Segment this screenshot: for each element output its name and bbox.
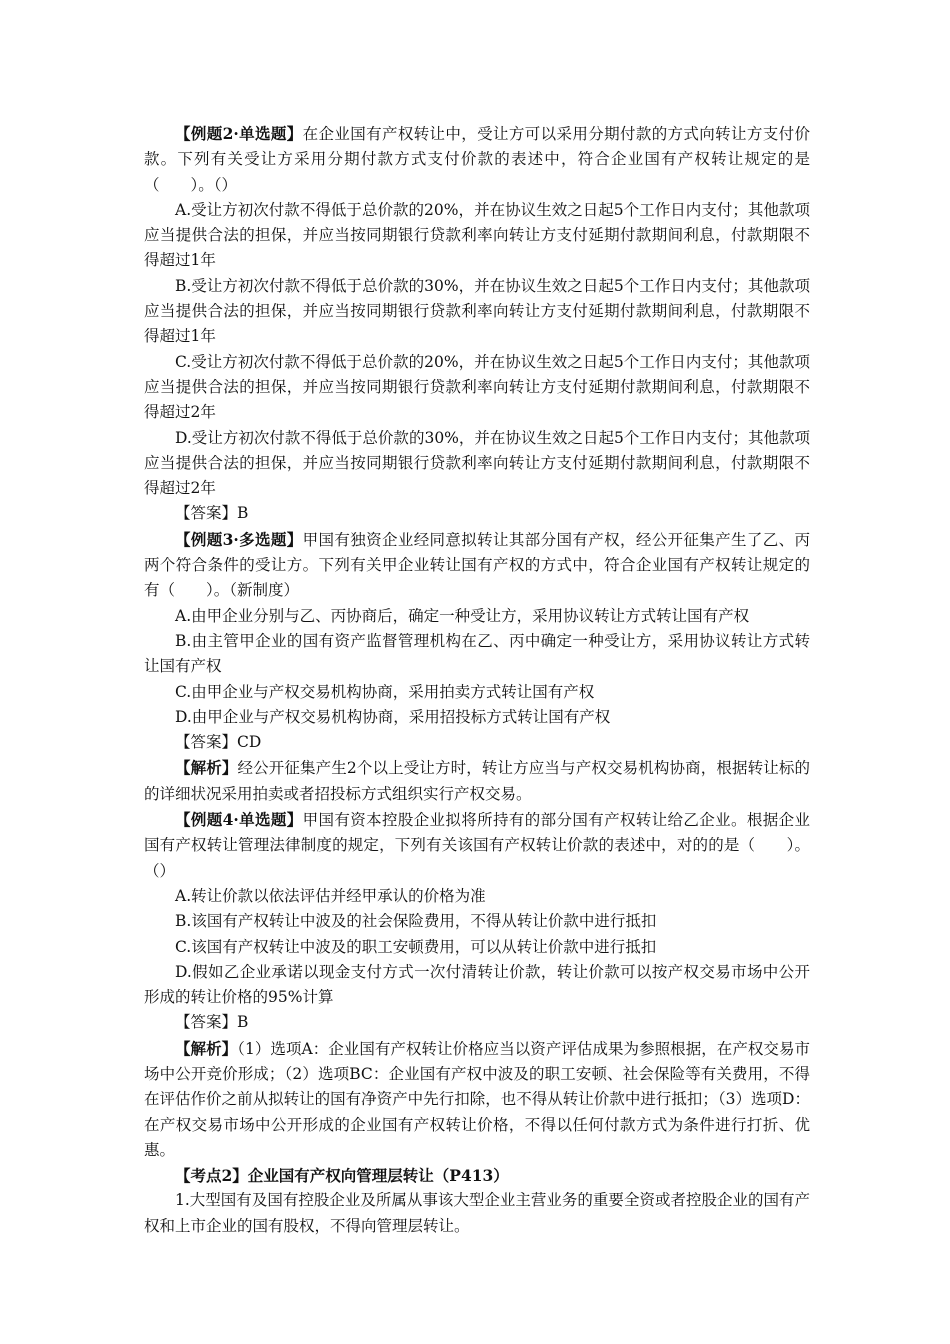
knowledge-point-2-heading: 【考点2】企业国有产权向管理层转让（P413）: [175, 1166, 509, 1186]
question-3-analysis-text: 经公开征集产生2个以上受让方时，转让方应当与产权交易机构协商，根据转让标的的详细状况采用拍卖或者招投标方式组织实行产权交易。: [144, 759, 810, 803]
document-page: [144, 121, 810, 1239]
question-3-text: 甲国有独资企业经同意拟转让其部分国有产权，经公开征集产生了乙、丙两个符合条件的受让方。下列有关甲企业转让国有产权的方式中，符合企业国有产权转让规定的有（ ）。（新制度）: [144, 530, 810, 600]
question-4-analysis-text: （1）选项A：企业国有产权转让价格应当以资产评估成果为参照根据，在产权交易市场中公开竞价形成；（2）选项BC：企业国有产权中波及的职工安顿、社会保险等有关费用，不得在评估作价之前从拟转让的国有净资产中先行扣除，也不得从转让价款中进行抵扣；（3）选项D：在产权交易市场中公开形成的企业国有产权转让价格，不得以任何付款方式为条件进行打折、优惠。: [144, 1039, 810, 1159]
question-2-answer: 【答案】B: [175, 504, 249, 523]
question-3-option-b: B.由主管甲企业的国有资产监督管理机构在乙、丙中确定一种受让方，采用协议转让方式转让国有产权: [144, 631, 810, 676]
question-4-analysis: [144, 1036, 810, 1163]
knowledge-point-2-item-1: 1.大型国有及国有控股企业及所属从事该大型企业主营业务的重要全资或者控股企业的国有产权和上市企业的国有股权，不得向管理层转让。: [144, 1191, 810, 1235]
question-4-answer: 【答案】B: [175, 1013, 249, 1032]
question-3-option-a: A.由甲企业分别与乙、丙协商后，确定一种受让方，采用协议转让方式转让国有产权: [175, 606, 750, 625]
question-4-tag: 【例题4·单选题】: [175, 810, 303, 830]
question-4-option-c: C.该国有产权转让中波及的职工安顿费用，可以从转让价款中进行抵扣: [175, 937, 657, 956]
question-3-stem: [144, 527, 810, 604]
question-3-analysis: [144, 755, 810, 807]
question-4-option-b: B.该国有产权转让中波及的社会保险费用，不得从转让价款中进行抵扣: [175, 912, 657, 931]
question-4-text: 甲国有资本控股企业拟将所持有的部分国有产权转让给乙企业。根据企业国有产权转让管理法律制度的规定，下列有关该国有产权转让价款的表述中，对的的是（ ）。（）: [144, 811, 810, 880]
question-3-option-d: D.由甲企业与产权交易机构协商，采用招投标方式转让国有产权: [175, 707, 611, 726]
question-2-option-b: B.受让方初次付款不得低于总价款的30%，并在协议生效之日起5个工作日内支付；其他款项应当提供合法的担保，并应当按同期银行贷款利率向转让方支付延期付款期间利息，付款期限不得超过1年: [144, 276, 810, 346]
question-2-option-c: C.受让方初次付款不得低于总价款的20%，并在协议生效之日起5个工作日内支付；其他款项应当提供合法的担保，并应当按同期银行贷款利率向转让方支付延期付款期间利息，付款期限不得超过2年: [144, 352, 810, 422]
question-2-tag: 【例题2·单选题】: [175, 124, 303, 143]
question-2-text: 在企业国有产权转让中，受让方可以采用分期付款的方式向转让方支付价款。下列有关受让方采用分期付款方式支付价款的表述中，符合企业国有产权转让规定的是（ ）。（）: [144, 125, 810, 194]
question-3-tag: 【例题3·多选题】: [175, 529, 303, 549]
question-4-stem: [144, 807, 810, 884]
question-2-option-d: D.受让方初次付款不得低于总价款的30%，并在协议生效之日起5个工作日内支付；其他款项应当提供合法的担保，并应当按同期银行贷款利率向转让方支付延期付款期间利息，付款期限不得超过2年: [144, 428, 810, 498]
question-2-option-a: A.受让方初次付款不得低于总价款的20%，并在协议生效之日起5个工作日内支付；其他款项应当提供合法的担保，并应当按同期银行贷款利率向转让方支付延期付款期间利息，付款期限不得超过1年: [144, 200, 810, 270]
question-3-analysis-tag: 【解析】: [175, 758, 238, 778]
question-4-option-a: A.转让价款以依法评估并经甲承认的价格为准: [175, 886, 486, 905]
question-2-stem: [144, 121, 810, 198]
question-4-analysis-tag: 【解析】: [175, 1038, 238, 1058]
question-3-option-c: C.由甲企业与产权交易机构协商，采用拍卖方式转让国有产权: [175, 682, 595, 701]
question-4-option-d: D.假如乙企业承诺以现金支付方式一次付清转让价款，转让价款可以按产权交易市场中公开形成的转让价格的95%计算: [144, 962, 810, 1007]
question-3-answer: 【答案】CD: [175, 733, 262, 752]
